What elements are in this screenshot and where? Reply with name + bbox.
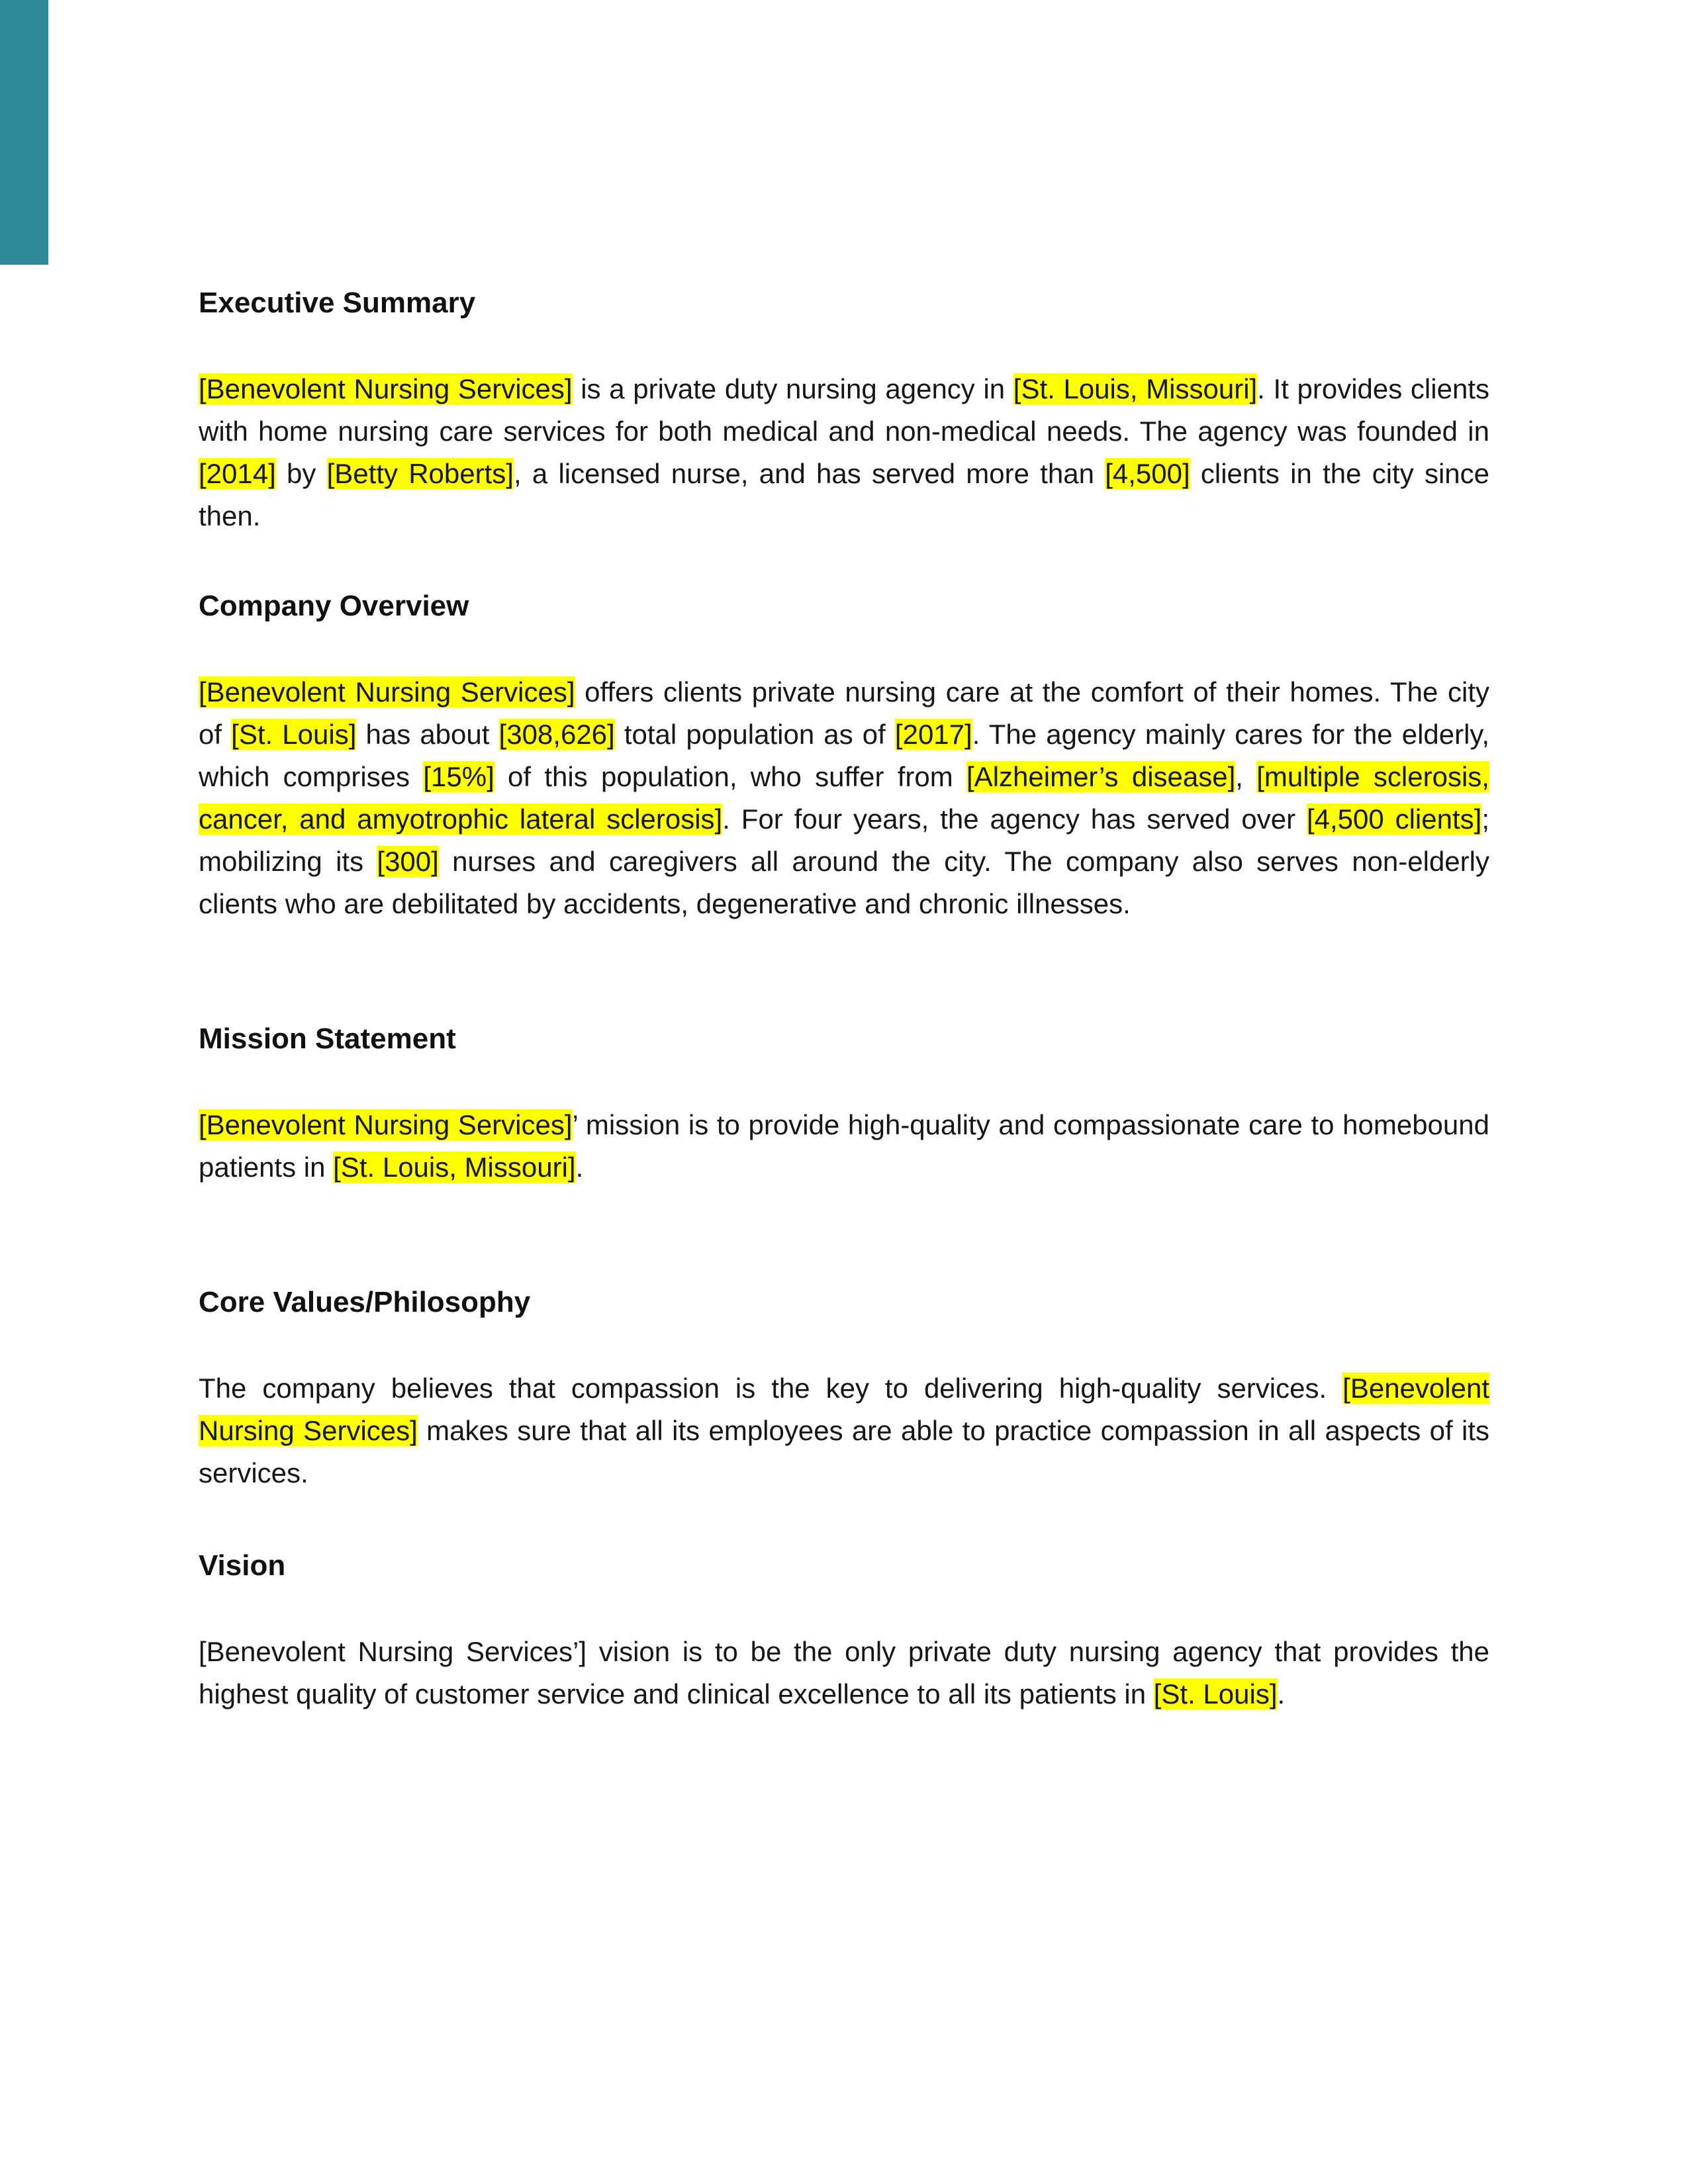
highlighted-placeholder: [15%] — [423, 761, 494, 792]
section-mission-statement — [199, 1021, 1489, 1189]
highlighted-placeholder: [St. Louis, Missouri] — [1013, 373, 1258, 404]
section-paragraph — [199, 671, 1489, 925]
paragraph-text: . — [575, 1152, 584, 1183]
paragraph-text: ’ mission is to provide high-quality and compassionate care to homebound patients in — [199, 1109, 1489, 1183]
section-company-overview — [199, 588, 1489, 925]
highlighted-placeholder: [multiple sclerosis, cancer, and amyotrophic lateral sclerosis] — [199, 761, 1489, 835]
highlighted-placeholder: [308,626] — [498, 719, 615, 750]
paragraph-text: of this population, who suffer from — [494, 761, 967, 792]
highlighted-placeholder: [St. Louis] — [1153, 1678, 1278, 1709]
section-vision — [199, 1547, 1489, 1715]
paragraph-text: clients in the city since then. — [199, 458, 1489, 531]
paragraph-text: is a private duty nursing agency in — [572, 373, 1013, 404]
paragraph-text: [Benevolent Nursing Services’] vision is to be the only private duty nursing agency that provides the highest quality of customer service and clinical excellence to all its patients in — [199, 1636, 1489, 1709]
paragraph-text: total population as of — [614, 719, 895, 750]
highlighted-placeholder: [St. Louis] — [231, 719, 357, 750]
highlighted-placeholder: [4,500 clients] — [1306, 803, 1482, 835]
highlighted-placeholder: [Betty Roberts] — [326, 458, 514, 489]
paragraph-text: ; mobilizing its — [199, 803, 1489, 877]
section-heading: Executive Summary — [199, 287, 476, 319]
highlighted-placeholder: [Benevolent Nursing Services] — [199, 373, 573, 404]
section-paragraph — [199, 1104, 1489, 1189]
section-heading: Mission Statement — [199, 1023, 456, 1055]
paragraph-text: by — [275, 458, 327, 489]
corner-accent-tab — [0, 0, 48, 265]
paragraph-text: . It provides clients with home nursing care services for both medical and non-medical needs. The agency was founded in — [199, 373, 1489, 447]
section-executive-summary — [199, 285, 1489, 537]
section-paragraph — [199, 1367, 1489, 1494]
paragraph-text: , a licensed nurse, and has served more than — [513, 458, 1105, 489]
highlighted-placeholder: [Benevolent Nursing Services] — [199, 1373, 1489, 1446]
paragraph-text: has about — [356, 719, 499, 750]
paragraph-text: . For four years, the agency has served over — [722, 803, 1307, 835]
highlighted-placeholder: [4,500] — [1105, 458, 1190, 489]
section-paragraph — [199, 368, 1489, 537]
section-paragraph — [199, 1631, 1489, 1715]
highlighted-placeholder: [2014] — [199, 458, 276, 489]
paragraph-text: makes sure that all its employees are able to practice compassion in all aspects of its services. — [199, 1415, 1489, 1488]
highlighted-placeholder: [2017] — [894, 719, 972, 750]
highlighted-placeholder: [Alzheimer’s disease] — [966, 761, 1236, 792]
highlighted-placeholder: [St. Louis, Missouri] — [333, 1152, 576, 1183]
section-core-values — [199, 1284, 1489, 1494]
paragraph-text: offers clients private nursing care at the comfort of their homes. The city of — [199, 676, 1489, 750]
paragraph-text: . — [1277, 1678, 1286, 1709]
paragraph-text: , — [1235, 761, 1257, 792]
section-heading: Vision — [199, 1549, 286, 1582]
paragraph-text: The company believes that compassion is the key to delivering high-quality services. — [199, 1373, 1343, 1404]
paragraph-text: . The agency mainly cares for the elderly, which comprises — [199, 719, 1489, 792]
highlighted-placeholder: [Benevolent Nursing Services] — [199, 1109, 573, 1140]
paragraph-text: nurses and caregivers all around the city. The company also serves non-elderly clients who are debilitated by accidents, degenerative and chronic illnesses. — [199, 846, 1489, 919]
section-heading: Core Values/Philosophy — [199, 1286, 531, 1318]
highlighted-placeholder: [Benevolent Nursing Services] — [199, 676, 575, 707]
section-heading: Company Overview — [199, 590, 469, 622]
highlighted-placeholder: [300] — [377, 846, 439, 877]
